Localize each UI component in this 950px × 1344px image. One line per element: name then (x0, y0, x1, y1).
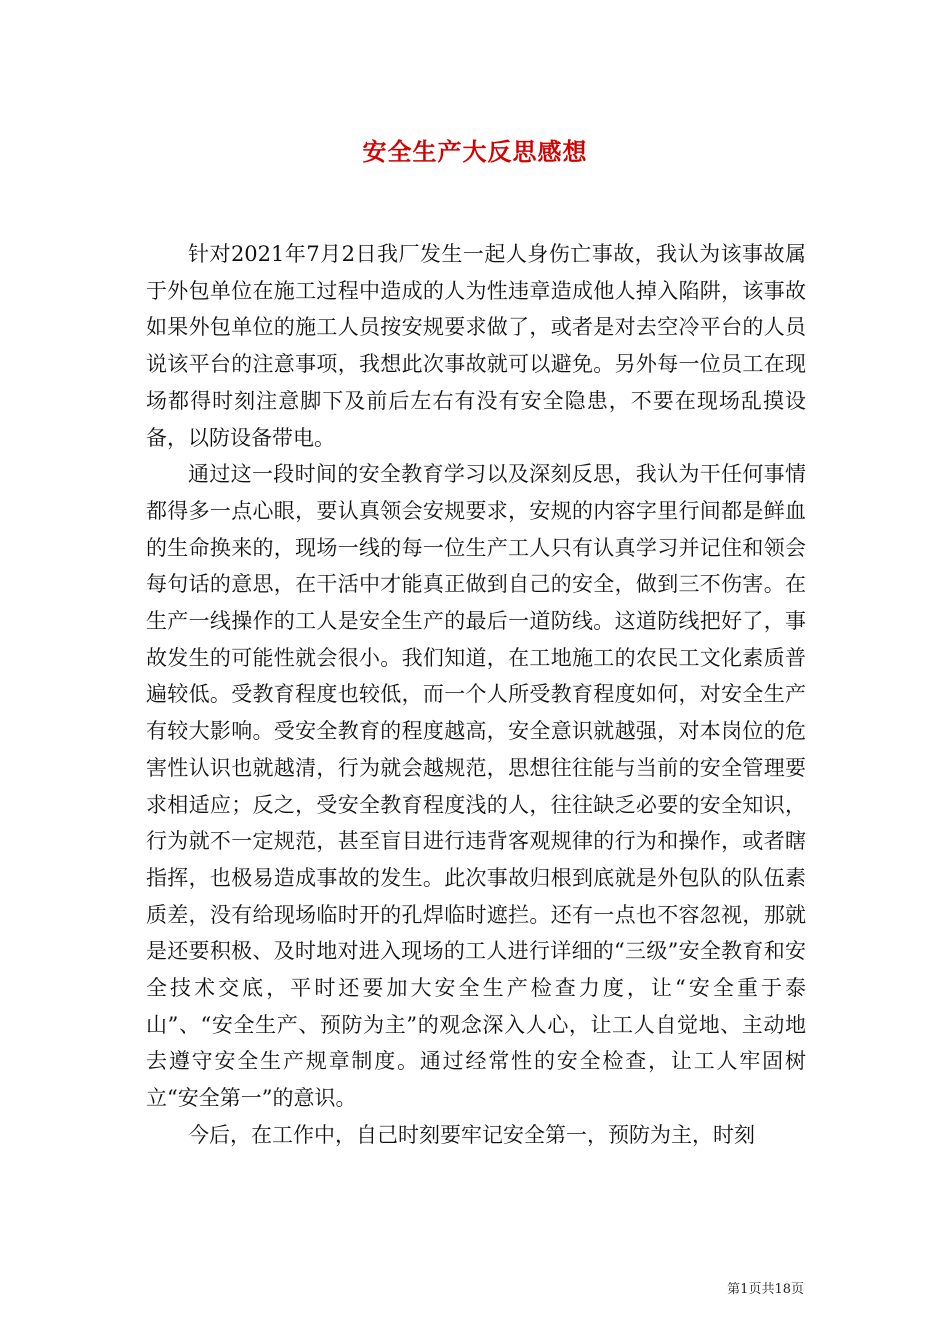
page-footer: 第1页共18页 (727, 1282, 804, 1297)
paragraph-3: 今后，在工作中，自己时刻要牢记安全第一，预防为主，时刻 (188, 1122, 755, 1147)
paragraph-2: 通过这一段时间的安全教育学习以及深刻反思，我认为干任何事情都得多一点心眼，要认真领会安规要求，安规的内容字里行间都是鲜血的生命换来的，现场一线的每一位生产工人只有认真学习并记住和领会每句话的意思，在干活中才能真正做到自己的安全，做到三不伤害。在生产一线操作的工人是安全生产的最后一道防线。这道防线把好了，事故发生的可能性就会很小。我们知道，在工地施工的农民工文化素质普遍较低。受教育程度也较低，而一个人所受教育程度如何，对安全生产有较大影响。受安全教育的程度越高，安全意识就越强，对本岗位的危害性认识也就越清，行为就会越规范，思想往往能与当前的安全管理要求相适应；反之，受安全教育程度浅的人，往往缺乏必要的安全知识，行为就不一定规范，甚至盲目进行违背客观规律的行为和操作，或者瞎指挥，也极易造成事故的发生。此次事故归根到底就是外包队的队伍素质差，没有给现场临时开的孔焊临时遮拦。还有一点也不容忽视，那就是还要积极、及时地对进入现场的工人进行详细的“三级”安全教育和安全技术交底，平时还要加大安全生产检查力度，让“安全重于泰山”、“安全生产、预防为主”的观念深入人心，让工人自觉地、主动地去遵守安全生产规章制度。通过经常性的安全检查，让工人牢固树立“安全第一”的意识。 (146, 462, 806, 1111)
paragraph-1: 针对2021年7月2日我厂发生一起人身伤亡事故，我认为该事故属于外包单位在施工过程中造成的人为性违章造成他人掉入陷阱，该事故如果外包单位的施工人员按安规要求做了，或者是对去空冷平台的人员说该平台的注意事项，我想此次事故就可以避免。另外每一位员工在现场都得时刻注意脚下及前后左右有没有安全隐患，不要在现场乱摸设备，以防设备带电。 (146, 242, 806, 450)
document-title: 安全生产大反思感想 (362, 137, 588, 166)
document-body (146, 236, 806, 1154)
